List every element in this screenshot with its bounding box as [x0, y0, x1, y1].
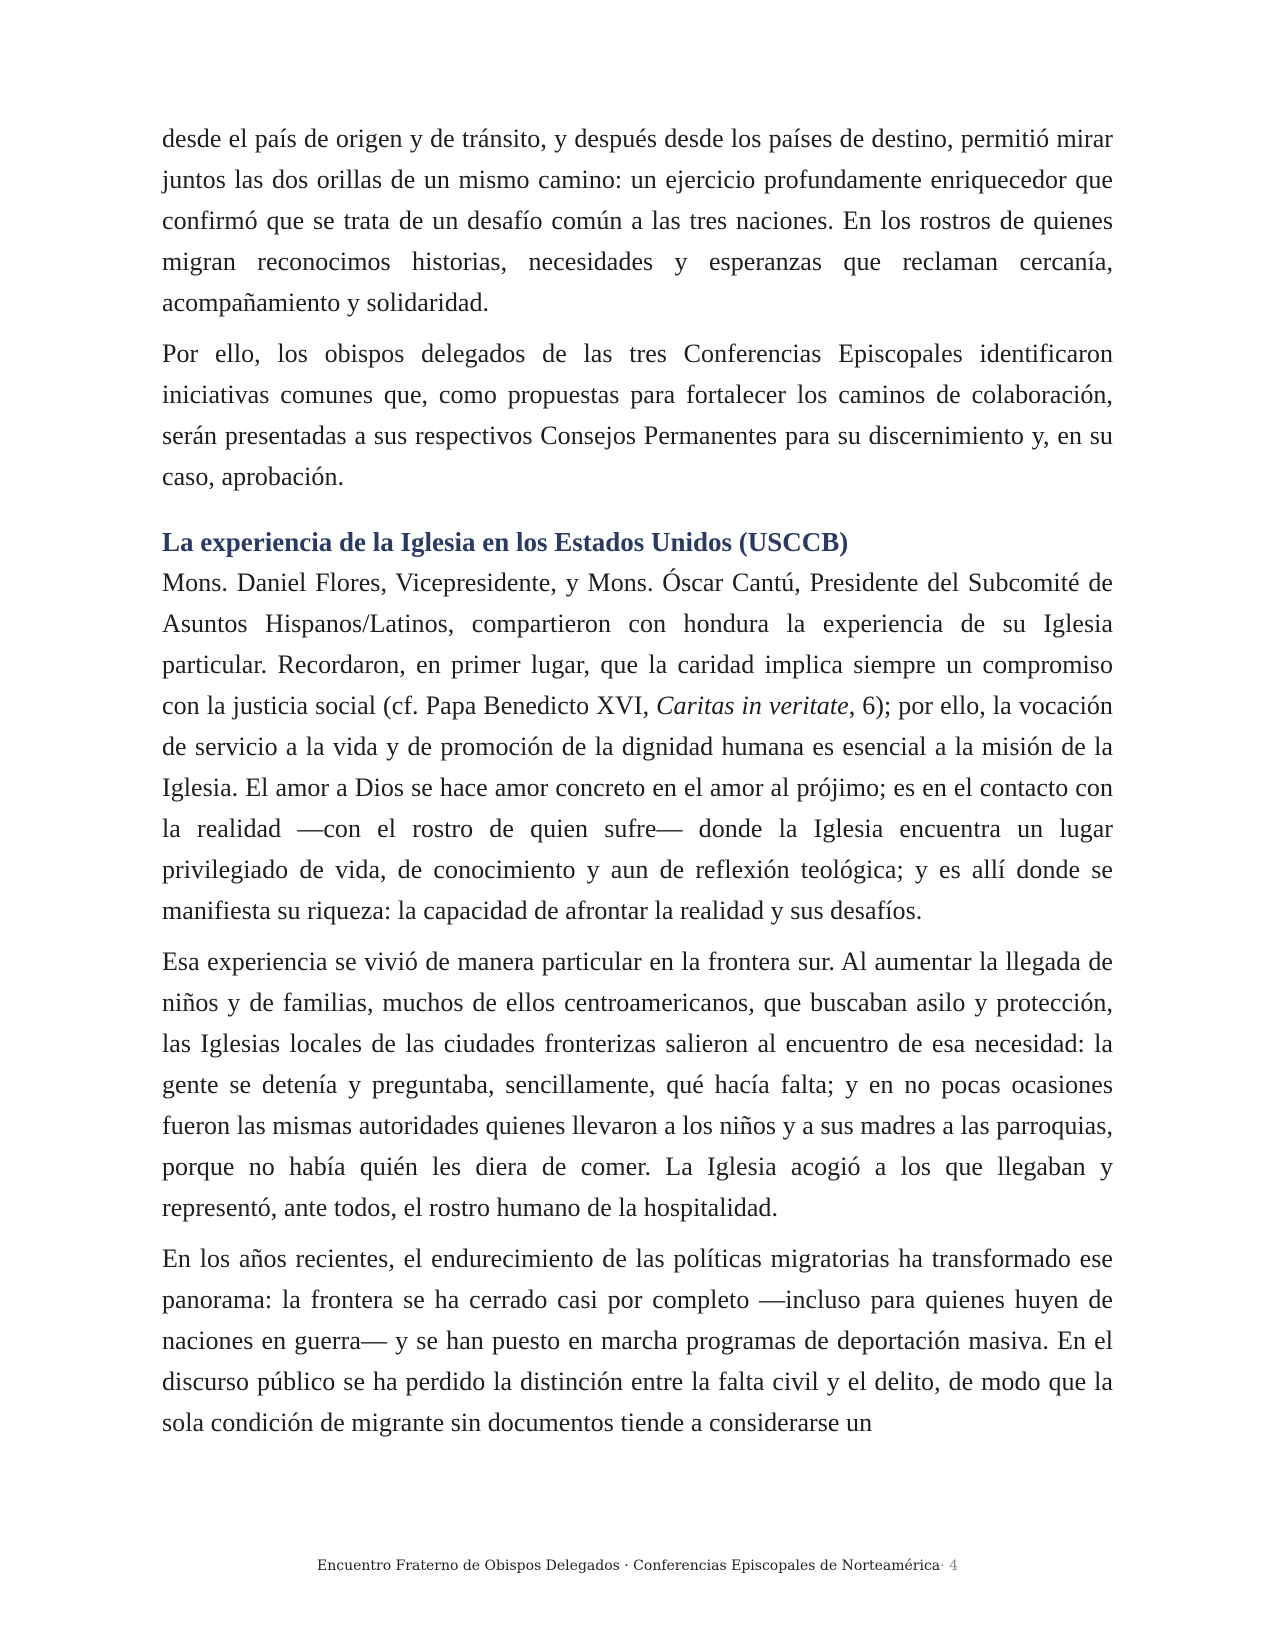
citation-title: Caritas in veritate [656, 691, 849, 720]
paragraph-5: En los años recientes, el endurecimiento de las políticas migratorias ha transformado ese panorama: la frontera se ha cerrado casi por completo —incluso para quienes huyen de naciones en guerra— y se han puesto en marcha programas de deportación masiva. En el discurso público se ha perdido la distinción entre la falta civil y el delito, de modo que la sola condición de migrante sin documentos tiende a considerarse un [162, 1244, 1113, 1437]
paragraph-3-text-a: Mons. Daniel Flores, Vicepresidente, y Mons. Óscar Cantú, Presidente del Subcomité de Asuntos Hispanos/Latinos, compartieron con hondura la experiencia de su Iglesia particular. Recordaron, en primer lugar, que la caridad implica siempre un compromiso con la justicia social (cf. Papa Benedicto XVI, [162, 568, 1113, 720]
paragraph-2: Por ello, los obispos delegados de las tres Conferencias Episcopales identificaron iniciativas comunes que, como propuestas para fortalecer los caminos de colaboración, serán presentadas a sus respectivos Consejos Permanentes para su discernimiento y, en su caso, aprobación. [162, 339, 1113, 491]
page-footer [0, 1558, 1275, 1574]
paragraph-4: Esa experiencia se vivió de manera particular en la frontera sur. Al aumentar la llegada de niños y de familias, muchos de ellos centroamericanos, que buscaban asilo y protección, las Iglesias locales de las ciudades fronterizas salieron al encuentro de esa necesidad: la gente se detenía y preguntaba, sencillamente, qué hacía falta; y en no pocas ocasiones fueron las mismas autoridades quienes llevaron a los niños y a sus madres a las parroquias, porque no había quién les diera de comer. La Iglesia acogió a los que llegaban y representó, ante todos, el rostro humano de la hospitalidad. [162, 947, 1113, 1222]
page-number: 4 [949, 1558, 958, 1574]
paragraph-1: desde el país de origen y de tránsito, y después desde los países de destino, permitió mirar juntos las dos orillas de un mismo camino: un ejercicio profundamente enriquecedor que confirmó que se trata de un desafío común a las tres naciones. En los rostros de quienes migran reconocimos historias, necesidades y esperanzas que reclaman cercanía, acompañamiento y solidaridad. [162, 124, 1113, 317]
paragraph-3 [162, 562, 1113, 931]
section-heading: La experiencia de la Iglesia en los Estados Unidos (USCCB) [162, 527, 849, 557]
footer-separator: · [940, 1558, 950, 1574]
footer-text: Encuentro Fraterno de Obispos Delegados · Conferencias Episcopales de Norteamérica [317, 1558, 941, 1574]
document-body [162, 118, 1113, 1453]
paragraph-3-text-b: , 6); por ello, la vocación de servicio a la vida y de promoción de la dignidad humana es esencial a la misión de la Iglesia. El amor a Dios se hace amor concreto en el amor al prójimo; es en el contacto con la realidad —con el rostro de quien sufre— donde la Iglesia encuentra un lugar privilegiado de vida, de conocimiento y aun de reflexión teológica; y es allí donde se manifiesta su riqueza: la capacidad de afrontar la realidad y sus desafíos. [162, 691, 1113, 925]
